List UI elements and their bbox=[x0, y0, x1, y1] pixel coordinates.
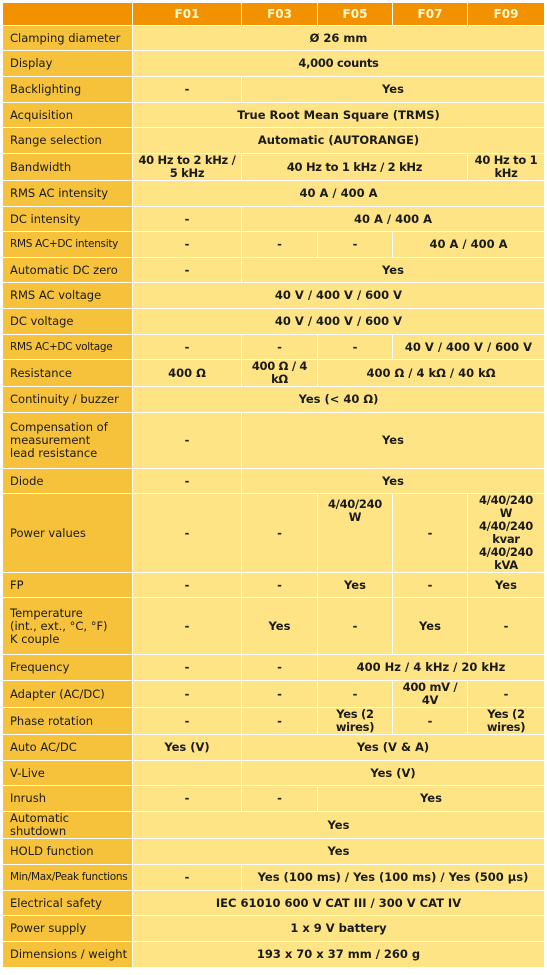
value-text: IEC 61010 600 V CAT III / 300 V CAT IV bbox=[215, 895, 462, 910]
value-text: Yes (< 40 Ω) bbox=[298, 392, 379, 406]
value-text: Yes bbox=[419, 618, 441, 633]
value-cell bbox=[242, 786, 318, 812]
value-text: 4/40/240 kvar bbox=[478, 519, 533, 546]
row-label-line: Display bbox=[10, 56, 53, 70]
header-row bbox=[3, 3, 545, 26]
value-text: - bbox=[277, 237, 282, 251]
value-cell bbox=[318, 335, 393, 360]
row-label bbox=[3, 207, 133, 232]
value-text: - bbox=[184, 433, 190, 447]
row-auto-ac-dc bbox=[3, 735, 545, 761]
value-text: - bbox=[184, 660, 190, 674]
value-text: Yes (V & A) bbox=[356, 740, 430, 754]
value-cell bbox=[242, 258, 545, 283]
value-cell bbox=[242, 865, 545, 891]
value-text: 40 V / 400 V / 600 V bbox=[274, 288, 403, 302]
row-continuity-buzzer bbox=[3, 387, 545, 413]
value-text: - bbox=[503, 686, 509, 701]
value-text: 40 Hz to 1 kHz bbox=[474, 153, 538, 180]
value-text: Yes bbox=[344, 577, 366, 592]
value-cell bbox=[133, 786, 242, 812]
value-text: Yes bbox=[382, 433, 404, 447]
row-power-supply bbox=[3, 916, 545, 942]
value-cell bbox=[393, 335, 545, 360]
row-automatic-shutdown bbox=[3, 812, 545, 839]
row-v-live bbox=[3, 761, 545, 786]
row-label bbox=[3, 103, 133, 128]
row-min-max-peak bbox=[3, 865, 545, 891]
row-label-line: Frequency bbox=[10, 660, 70, 674]
row-label-line: Electrical safety bbox=[10, 895, 102, 910]
model-header-f09: F09 bbox=[468, 3, 545, 26]
row-label-line: Continuity / buzzer bbox=[10, 392, 119, 406]
value-text: True Root Mean Square (TRMS) bbox=[237, 107, 440, 122]
value-text: - bbox=[184, 237, 190, 251]
row-rms-ac-dc-intensity bbox=[3, 232, 545, 258]
value-cell bbox=[242, 735, 545, 761]
row-label-line: FP bbox=[10, 577, 24, 592]
value-text: 40 Hz to 2 kHz / 5 kHz bbox=[138, 153, 236, 180]
value-cell bbox=[133, 283, 545, 309]
value-cell bbox=[133, 681, 242, 708]
row-adapter-ac-dc bbox=[3, 681, 545, 708]
value-text: 400 Hz / 4 kHz / 20 kHz bbox=[356, 660, 506, 674]
value-text: 40 V / 400 V / 600 V bbox=[274, 314, 403, 328]
value-text: 40 A / 400 A bbox=[299, 186, 378, 200]
value-text: - bbox=[184, 713, 190, 728]
row-label-line: Bandwidth bbox=[10, 159, 72, 174]
row-label-line: Diode bbox=[10, 473, 44, 488]
value-text: 40 A / 400 A bbox=[353, 211, 433, 226]
value-cell bbox=[133, 232, 242, 258]
value-text: 40 A / 400 A bbox=[429, 237, 508, 251]
row-label-line: Temperature bbox=[10, 605, 83, 620]
row-label-line: Acquisition bbox=[10, 107, 73, 122]
row-label bbox=[3, 812, 133, 839]
row-clamping-diameter bbox=[3, 26, 545, 51]
value-cell bbox=[468, 681, 545, 708]
row-label bbox=[3, 309, 133, 335]
value-cell bbox=[242, 681, 318, 708]
value-text: - bbox=[277, 713, 282, 728]
value-cell bbox=[133, 207, 242, 232]
value-text: 4/40/240 W bbox=[478, 493, 533, 520]
row-label bbox=[3, 232, 133, 258]
value-cell bbox=[133, 51, 545, 77]
row-phase-rotation bbox=[3, 708, 545, 735]
row-compensation-lead-resistance bbox=[3, 413, 545, 469]
row-label bbox=[3, 26, 133, 51]
row-label bbox=[3, 469, 133, 494]
model-header-f01: F01 bbox=[133, 3, 242, 26]
value-text: 400 Ω / 4 kΩ / 40 kΩ bbox=[366, 365, 496, 380]
row-power-values bbox=[3, 494, 545, 573]
value-cell bbox=[133, 181, 545, 207]
row-label bbox=[3, 916, 133, 942]
row-label bbox=[3, 387, 133, 413]
value-text: 4/40/240 W bbox=[327, 497, 382, 524]
value-text: - bbox=[184, 870, 190, 884]
value-text: Yes (V) bbox=[370, 765, 416, 780]
value-text: - bbox=[184, 618, 190, 633]
row-label-line: RMS AC voltage bbox=[10, 288, 102, 302]
value-text: - bbox=[277, 339, 282, 354]
value-text: 400 Ω bbox=[168, 365, 206, 380]
row-electrical-safety bbox=[3, 891, 545, 916]
value-text: - bbox=[427, 577, 433, 592]
value-text: 4/40/240 kVA bbox=[478, 545, 533, 572]
row-label bbox=[3, 708, 133, 735]
row-label bbox=[3, 839, 133, 865]
value-text: Yes bbox=[268, 618, 291, 633]
value-text: 400 Ω / 4 kΩ bbox=[251, 359, 308, 386]
value-text: 40 Hz to 1 kHz / 2 kHz bbox=[286, 159, 423, 174]
value-cell bbox=[393, 573, 468, 598]
row-label bbox=[3, 77, 133, 103]
value-cell bbox=[242, 207, 545, 232]
row-label-line: Min/Max/Peak functions bbox=[10, 871, 128, 883]
row-label bbox=[3, 154, 133, 181]
value-cell bbox=[133, 26, 545, 51]
value-cell bbox=[133, 598, 242, 655]
value-text: Yes (2 wires) bbox=[486, 707, 526, 734]
value-cell bbox=[133, 891, 545, 916]
row-automatic-dc-zero bbox=[3, 258, 545, 283]
value-text: - bbox=[352, 339, 358, 354]
row-label-line: RMS AC+DC intensity bbox=[10, 238, 119, 250]
value-text: - bbox=[184, 791, 190, 805]
value-text: Automatic (AUTORANGE) bbox=[257, 133, 420, 147]
value-cell bbox=[468, 494, 545, 573]
row-label-line: Power supply bbox=[10, 921, 87, 935]
value-cell bbox=[242, 708, 318, 735]
row-label bbox=[3, 761, 133, 786]
value-cell bbox=[318, 232, 393, 258]
value-text: - bbox=[503, 618, 509, 633]
value-text: - bbox=[184, 339, 190, 354]
row-label bbox=[3, 283, 133, 309]
row-label bbox=[3, 891, 133, 916]
row-dimensions-weight bbox=[3, 942, 545, 968]
row-label-line: Compensation of bbox=[10, 420, 108, 434]
value-text: - bbox=[427, 525, 433, 540]
value-cell bbox=[133, 761, 242, 786]
value-text: - bbox=[184, 211, 190, 226]
row-label-line: DC intensity bbox=[10, 211, 81, 226]
row-label-line: measurement bbox=[10, 433, 91, 447]
value-text: - bbox=[277, 791, 282, 805]
row-bandwidth bbox=[3, 154, 545, 181]
value-cell bbox=[318, 681, 393, 708]
row-display bbox=[3, 51, 545, 77]
value-cell bbox=[133, 309, 545, 335]
row-label-line: Automatic shutdown bbox=[10, 811, 69, 838]
value-cell bbox=[242, 413, 545, 469]
row-dc-intensity bbox=[3, 207, 545, 232]
model-header-f05: F05 bbox=[318, 3, 393, 26]
value-text: - bbox=[277, 577, 282, 592]
value-cell bbox=[133, 128, 545, 154]
value-cell bbox=[318, 360, 545, 387]
value-cell bbox=[133, 258, 242, 283]
value-cell bbox=[133, 942, 545, 968]
row-rms-ac-intensity bbox=[3, 181, 545, 207]
value-text: - bbox=[184, 473, 190, 488]
row-rms-ac-dc-voltage bbox=[3, 335, 545, 360]
value-text: - bbox=[352, 618, 358, 633]
value-cell bbox=[133, 103, 545, 128]
row-label bbox=[3, 598, 133, 655]
header-corner bbox=[3, 3, 133, 26]
value-cell bbox=[242, 494, 318, 573]
row-label bbox=[3, 573, 133, 598]
value-cell bbox=[133, 655, 242, 681]
row-label bbox=[3, 128, 133, 154]
value-cell bbox=[133, 812, 545, 839]
value-text: - bbox=[277, 525, 282, 540]
row-label bbox=[3, 258, 133, 283]
value-cell bbox=[133, 77, 242, 103]
value-text: - bbox=[352, 237, 358, 251]
value-text: Yes (2 wires) bbox=[335, 707, 375, 734]
row-label bbox=[3, 942, 133, 968]
row-label-line: DC voltage bbox=[10, 314, 74, 328]
value-cell bbox=[242, 469, 545, 494]
row-label bbox=[3, 681, 133, 708]
value-text: - bbox=[184, 82, 190, 96]
value-text: Yes bbox=[382, 473, 404, 488]
row-dc-voltage bbox=[3, 309, 545, 335]
value-text: 400 mV / 4V bbox=[402, 680, 458, 707]
value-cell bbox=[133, 573, 242, 598]
value-text: - bbox=[427, 713, 433, 728]
value-text: Yes (100 ms) / Yes (100 ms) / Yes (500 µs) bbox=[257, 870, 529, 884]
value-cell bbox=[318, 708, 393, 735]
row-inrush bbox=[3, 786, 545, 812]
value-cell bbox=[133, 839, 545, 865]
value-cell bbox=[133, 387, 545, 413]
row-label-line: V-Live bbox=[10, 765, 45, 780]
row-resistance bbox=[3, 360, 545, 387]
value-cell bbox=[133, 469, 242, 494]
spec-table-body bbox=[3, 26, 545, 968]
value-cell bbox=[393, 232, 545, 258]
value-text: Yes bbox=[420, 791, 442, 805]
value-text: Yes bbox=[327, 817, 350, 832]
row-label bbox=[3, 735, 133, 761]
value-cell bbox=[318, 598, 393, 655]
value-cell bbox=[133, 154, 242, 181]
value-cell bbox=[242, 154, 468, 181]
value-text: 193 x 70 x 37 mm / 260 g bbox=[256, 947, 421, 961]
row-label-line: K couple bbox=[10, 631, 60, 646]
value-cell bbox=[133, 865, 242, 891]
row-label-line: HOLD function bbox=[10, 844, 94, 858]
row-frequency bbox=[3, 655, 545, 681]
row-label bbox=[3, 360, 133, 387]
value-text: - bbox=[184, 686, 190, 701]
row-rms-ac-voltage bbox=[3, 283, 545, 309]
value-text: Yes bbox=[495, 577, 517, 592]
value-cell bbox=[133, 335, 242, 360]
value-text: Ø 26 mm bbox=[309, 30, 368, 45]
row-label-line: Backlighting bbox=[10, 82, 82, 96]
value-text: Yes bbox=[327, 844, 350, 858]
value-cell bbox=[133, 494, 242, 573]
value-cell bbox=[133, 413, 242, 469]
value-cell bbox=[318, 494, 393, 573]
row-label bbox=[3, 51, 133, 77]
value-cell bbox=[318, 655, 545, 681]
value-cell bbox=[468, 573, 545, 598]
value-text: - bbox=[184, 577, 190, 592]
value-cell bbox=[133, 360, 242, 387]
row-temperature bbox=[3, 598, 545, 655]
row-label-line: Power values bbox=[10, 525, 86, 540]
row-range-selection bbox=[3, 128, 545, 154]
value-text: Yes (V) bbox=[164, 740, 210, 754]
value-cell bbox=[242, 573, 318, 598]
value-text: - bbox=[184, 525, 190, 540]
value-cell bbox=[468, 708, 545, 735]
row-backlighting bbox=[3, 77, 545, 103]
row-fp bbox=[3, 573, 545, 598]
value-text: - bbox=[184, 262, 190, 277]
row-label bbox=[3, 655, 133, 681]
row-label bbox=[3, 413, 133, 469]
value-cell bbox=[133, 735, 242, 761]
row-label bbox=[3, 786, 133, 812]
row-label bbox=[3, 335, 133, 360]
row-label-line: lead resistance bbox=[10, 446, 98, 460]
value-cell bbox=[133, 708, 242, 735]
value-text: - bbox=[277, 686, 282, 701]
row-label-line: Automatic DC zero bbox=[10, 262, 118, 277]
model-header-f03: F03 bbox=[242, 3, 318, 26]
row-label-line: RMS AC intensity bbox=[10, 186, 109, 200]
row-label-line: (int., ext., °C, °F) bbox=[10, 618, 108, 633]
value-text: 40 V / 400 V / 600 V bbox=[404, 339, 533, 354]
value-cell bbox=[393, 708, 468, 735]
row-label-line: Adapter (AC/DC) bbox=[10, 686, 105, 701]
value-text: 4,000 counts bbox=[298, 56, 379, 70]
row-label-line: Phase rotation bbox=[10, 713, 94, 728]
value-cell bbox=[318, 786, 545, 812]
value-cell bbox=[318, 573, 393, 598]
value-cell bbox=[393, 494, 468, 573]
row-acquisition bbox=[3, 103, 545, 128]
row-label bbox=[3, 865, 133, 891]
value-cell bbox=[242, 598, 318, 655]
value-cell bbox=[393, 681, 468, 708]
row-diode bbox=[3, 469, 545, 494]
row-label-line: Auto AC/DC bbox=[10, 740, 77, 754]
value-cell bbox=[468, 598, 545, 655]
value-cell bbox=[242, 77, 545, 103]
value-text: - bbox=[277, 660, 282, 674]
value-cell bbox=[242, 761, 545, 786]
value-cell bbox=[242, 360, 318, 387]
row-label-line: Dimensions / weight bbox=[10, 947, 128, 961]
row-label-line: Range selection bbox=[10, 133, 102, 147]
value-cell bbox=[133, 916, 545, 942]
value-cell bbox=[242, 655, 318, 681]
value-text: - bbox=[352, 686, 358, 701]
row-label-line: Resistance bbox=[10, 365, 72, 380]
value-cell bbox=[242, 232, 318, 258]
value-text: 1 x 9 V battery bbox=[290, 921, 387, 935]
row-label-line: Inrush bbox=[10, 791, 46, 805]
row-label-line: RMS AC+DC voltage bbox=[10, 340, 113, 353]
row-label bbox=[3, 181, 133, 207]
spec-table bbox=[2, 2, 545, 968]
row-hold-function bbox=[3, 839, 545, 865]
value-cell bbox=[393, 598, 468, 655]
value-text: Yes bbox=[382, 82, 404, 96]
value-cell bbox=[468, 154, 545, 181]
value-text: Yes bbox=[382, 262, 404, 277]
row-label bbox=[3, 494, 133, 573]
model-header-f07: F07 bbox=[393, 3, 468, 26]
value-cell bbox=[242, 335, 318, 360]
row-label-line: Clamping diameter bbox=[10, 30, 121, 45]
